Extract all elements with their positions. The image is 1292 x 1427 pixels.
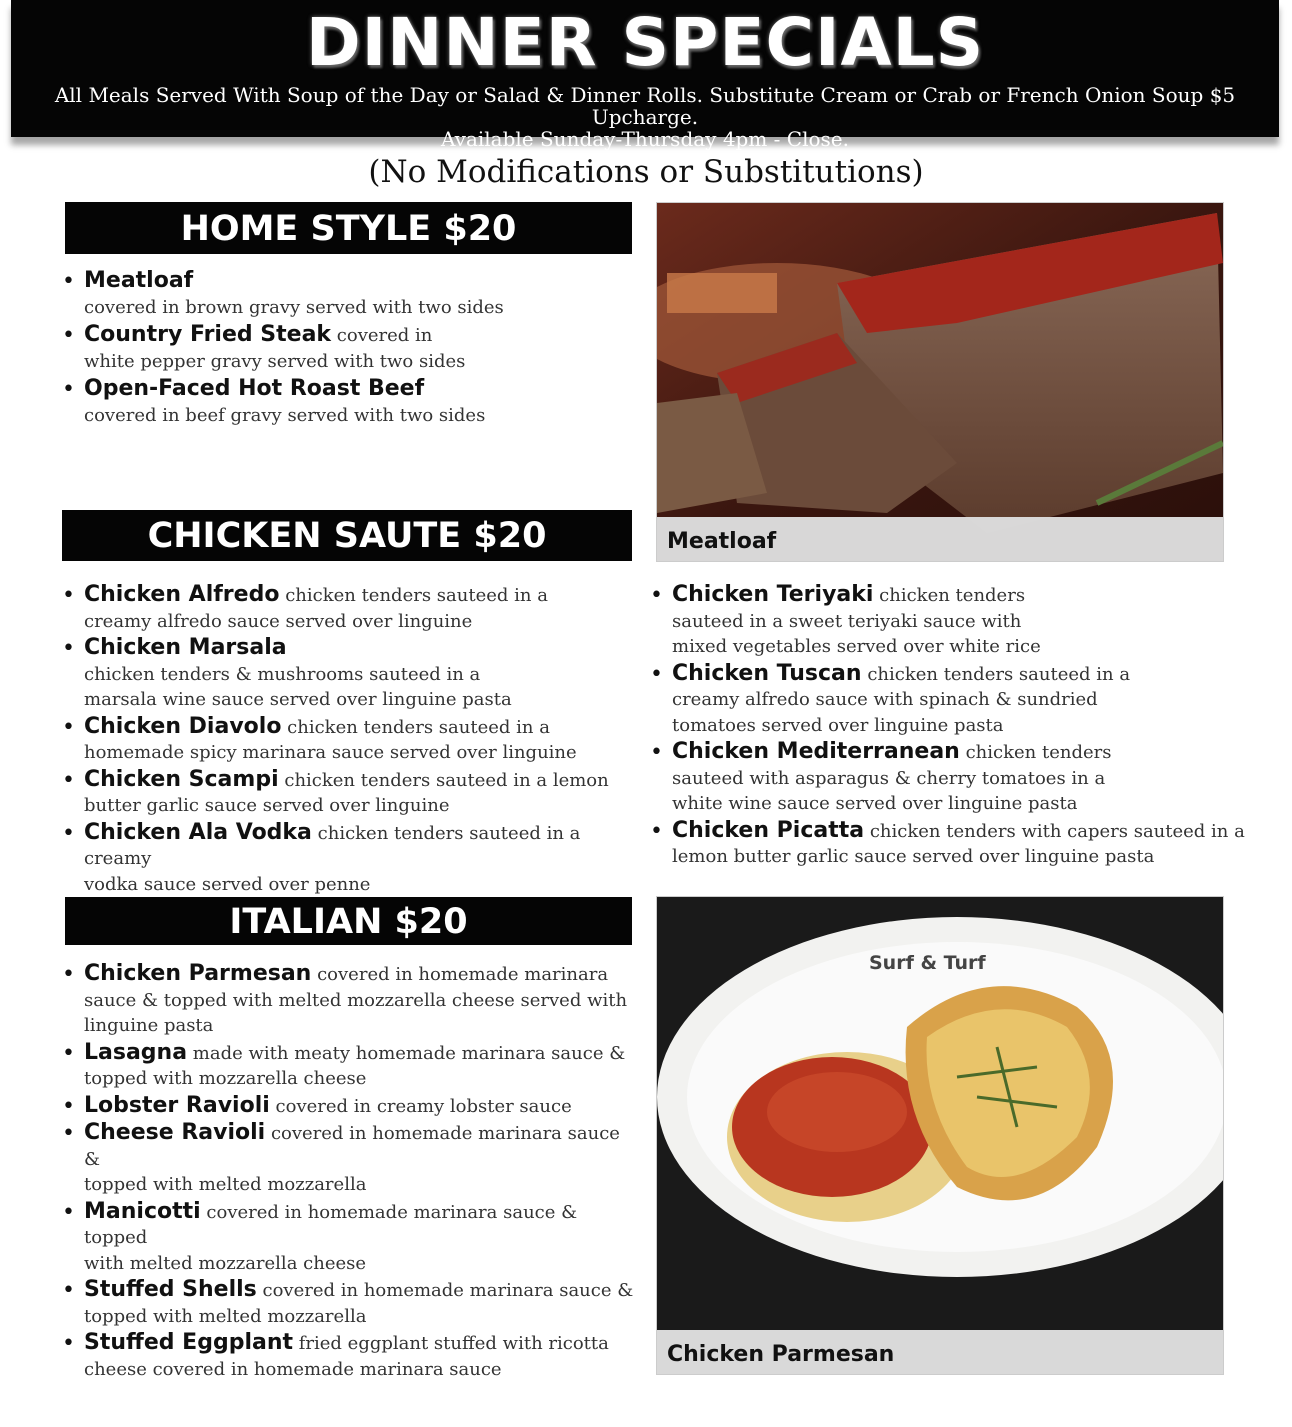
item-description: fried eggplant stuffed with ricotta cheese covered in homemade marinara sauce	[84, 1333, 609, 1380]
item-name: Open-Faced Hot Roast Beef	[84, 376, 425, 401]
item-name: Chicken Mediterranean	[672, 739, 960, 764]
item-name: Chicken Picatta	[672, 817, 865, 843]
item-description: covered in homemade marinara sauce & topped with melted mozzarella cheese served with linguine pasta	[84, 964, 628, 1036]
chicken-parmesan-image	[657, 897, 1223, 1374]
chicken-parmesan-photo	[656, 896, 1224, 1375]
menu-item	[650, 661, 1250, 739]
item-description: covered in homemade marinara sauce & topped with melted mozzarella cheese	[84, 1201, 578, 1274]
item-description: chicken tenders & mushrooms sauteed in a marsala wine sauce served over linguine pasta	[84, 663, 512, 710]
menu-item	[62, 268, 622, 320]
item-name: Chicken Teriyaki	[672, 582, 874, 607]
menu-item	[62, 1040, 637, 1092]
item-description: made with meaty homemade marinara sauce & topped with mozzarella cheese	[84, 1042, 626, 1089]
menu-item	[650, 818, 1250, 870]
photo-caption: Chicken Parmesan	[657, 1330, 1223, 1374]
chicken-saute-list-right	[650, 582, 1250, 870]
item-name: Chicken Parmesan	[84, 961, 312, 986]
menu-item	[62, 1277, 637, 1329]
section-title: HOME STYLE $20	[180, 209, 517, 249]
home-style-list	[62, 268, 622, 428]
item-name: Chicken Tuscan	[672, 660, 862, 686]
plate-logo-text: Surf & Turf	[869, 952, 986, 974]
no-substitutions-note: (No Modifications or Substitutions)	[368, 154, 924, 190]
meatloaf-photo	[656, 202, 1224, 562]
item-description: chicken tenders sauteed in a creamy alfredo sauce served over linguine	[84, 585, 548, 632]
menu-item	[62, 1330, 637, 1382]
item-description: chicken tenders sauteed in a creamy alfredo sauce with spinach & sundried tomatoes served over linguine pasta	[672, 663, 1131, 736]
section-header-italian	[65, 897, 632, 945]
item-name: Chicken Marsala	[84, 635, 287, 660]
menu-item	[62, 1120, 637, 1198]
menu-item	[62, 961, 637, 1039]
item-description: chicken tenders with capers sauteed in a lemon butter garlic sauce served over linguine pasta	[672, 820, 1245, 867]
menu-item	[62, 376, 622, 428]
item-name: Chicken Ala Vodka	[84, 819, 312, 845]
item-description: covered in creamy lobster sauce	[275, 1095, 572, 1117]
menu-item	[650, 739, 1250, 817]
menu-item	[62, 1093, 637, 1120]
photo-caption: Meatloaf	[657, 517, 1223, 561]
item-description: covered in homemade marinara sauce & topped with melted mozzarella	[84, 1123, 620, 1195]
item-name: Country Fried Steak	[84, 322, 332, 347]
item-description: chicken tenders sauteed with asparagus & cherry tomatoes in a white wine sauce served over linguine pasta	[672, 742, 1112, 814]
chicken-saute-list-left	[62, 582, 637, 897]
item-name: Manicotti	[84, 1198, 201, 1224]
banner-subtitle-line-2: Available Sunday-Thursday 4pm - Close.	[441, 127, 849, 151]
item-description: covered in beef gravy served with two sides	[84, 404, 486, 426]
item-name: Chicken Alfredo	[84, 582, 280, 607]
item-description: covered in brown gravy served with two sides	[84, 296, 504, 318]
menu-item	[62, 820, 637, 898]
section-title: CHICKEN SAUTE $20	[147, 516, 547, 556]
menu-item	[62, 635, 637, 713]
item-name: Lasagna	[84, 1039, 188, 1065]
menu-item	[62, 322, 622, 374]
header-banner	[11, 0, 1279, 151]
item-description: chicken tenders sauteed in a sweet teriyaki sauce with mixed vegetables served over white rice	[672, 585, 1041, 657]
menu-item	[650, 582, 1250, 660]
section-title: ITALIAN $20	[229, 902, 468, 942]
italian-list	[62, 961, 637, 1382]
page-title: DINNER SPECIALS	[305, 4, 985, 81]
item-description: chicken tenders sauteed in a creamy vodka sauce served over penne	[84, 822, 581, 895]
item-name: Cheese Ravioli	[84, 1120, 266, 1145]
item-description: covered in white pepper gravy served with two sides	[84, 325, 466, 372]
menu-item	[62, 714, 637, 766]
menu-item	[62, 1199, 637, 1277]
item-name: Stuffed Eggplant	[84, 1330, 294, 1355]
item-name: Meatloaf	[84, 268, 194, 293]
item-name: Stuffed Shells	[84, 1277, 257, 1302]
meatloaf-image	[657, 203, 1223, 561]
item-name: Chicken Diavolo	[84, 713, 282, 739]
item-description: chicken tenders sauteed in a homemade spicy marinara sauce served over linguine	[84, 716, 577, 763]
item-name: Chicken Scampi	[84, 766, 279, 792]
banner-subtitle-line-1: All Meals Served With Soup of the Day or Salad & Dinner Rolls. Substitute Cream or Crab or French Onion Soup $5 Upcharge.	[54, 83, 1236, 129]
item-description: covered in homemade marinara sauce & topped with melted mozzarella	[84, 1280, 634, 1327]
item-name: Lobster Ravioli	[84, 1092, 270, 1118]
section-header-chicken-saute	[62, 510, 632, 561]
menu-item	[62, 767, 637, 819]
section-header-home-style	[65, 202, 632, 254]
menu-item	[62, 582, 637, 634]
item-description: chicken tenders sauteed in a lemon butter garlic sauce served over linguine	[84, 769, 609, 816]
